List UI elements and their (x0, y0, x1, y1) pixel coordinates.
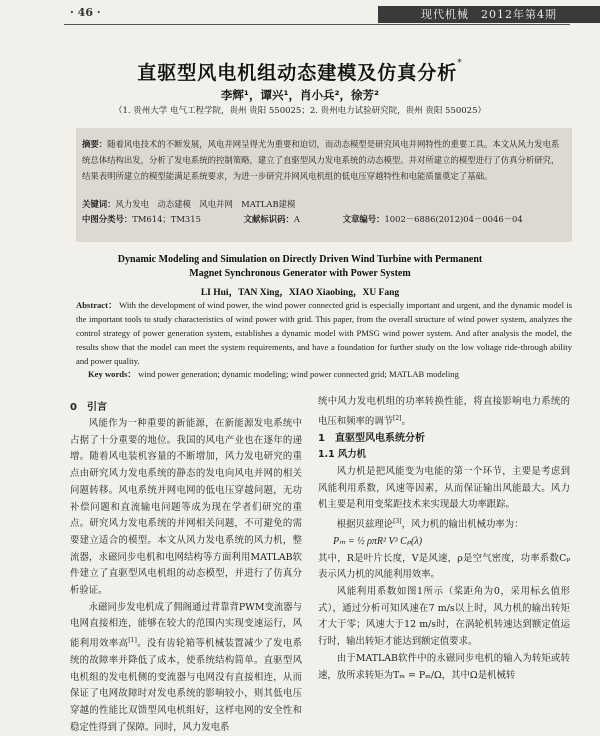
header-rule (64, 24, 570, 25)
abstract-en-label: Abstract： (76, 300, 117, 310)
page-header (0, 0, 600, 24)
paper-title-en: Dynamic Modeling and Simulation on Directly Driven Wind Turbine with Permanent Magnet Synchronous Generator with Power System (117, 254, 483, 279)
doc-code-value: A (293, 214, 300, 224)
authors-en: LI Hui，TAN Xing，XIAO Xiaobing，XU Fang (200, 288, 400, 298)
subsection-heading: 1.1 风力机 (318, 449, 366, 461)
paragraph: 风能利用系数如图1所示（桨距角为0，采用标幺值形式），通过分析可知风速在7 m/s以上时，风力机的输出转矩才大于零；风速大于12 m/s时，在涡轮机转速达到额定值运行时，输出转矩才能达到额定值要求。 (318, 585, 570, 648)
authors-cn: 李辉¹，谭兴¹，肖小兵²，徐芳² (220, 88, 380, 102)
paragraph: 永磁同步发电机成了佣阁通过背靠背PWM变流器与电网直接相连，能够在较大的范围内实现变速运行，风能利用效率高[1]。没有齿轮箱等机械装置减少了发电系统的故障率并降低了成本，使系统结构简单。直驱型风电机组的发电机侧的变流器与电网没有直接相连，从而保证了电网故障时对发电系统的影响较小，则其低电压穿越的性能比双馈型风电机组好，这样电网的安全性和稳定性得到了保障。同时，风力发电系 (70, 601, 302, 733)
classification-line: 中图分类号：TM614；TM315 文献标识码：A 文章编号：1002－6886(2012)04－0046－04 (82, 214, 523, 224)
paragraph: 由于MATLAB软件中的永磁同步电机的输入为转矩或转速，放所求转矩为Tₘ = Pₘ/Ω，其中Ω是机械转 (318, 652, 570, 681)
body-column-right (318, 394, 570, 684)
class-value: TM614；TM315 (132, 214, 201, 224)
affiliation-cn: （1. 贵州大学 电气工程学院，贵州 贵阳 550025；2. 贵州电力试验研究院，贵州 贵阳 550025） (113, 106, 487, 116)
equation-power: Pₘ = ½ ρπR² V³ Cₚ(λ) (333, 535, 423, 547)
body-column-left (70, 416, 302, 736)
abstract-text: 随着风电技术的不断发展，风电并网呈得尤为重要和迫切，而动态模型是研究风电并网特性的重要工具。本文从风力发电系统总体结构出发，分析了发电系统的控制策略，建立了直驱型风力发电系统的动态模型。并对所建立的模型进行了仿真分析研究，结果表明所建立的模型能满足系统要求，为进一步研究并网风电机组的低电压穿越特性和电能质量奠定了基础。 (82, 139, 560, 181)
abstract-cn (82, 136, 566, 184)
paragraph: 根据贝兹理论[3]，风力机的输出机械功率为： (336, 518, 524, 531)
paragraph: 风能作为一种重要的新能源，在新能源发电系统中占据了十分重要的地位。我国的风电产业也在逐年的递增。随着风电装机容量的不断增加，风力发电研究的重点由研究风力发电系统的静态的发电向风电并网的相关问题转移。风电系统并网电网的低电压穿越问题，无功补偿问题和直流输电问题等成为现在学者们研究的重点。研究风力发电系统的并网相关问题，不可避免的需要建立适合的模型。本文从风力发电系统的风力机，整流器，永磁同步电机和电网结构等方面利用MATLAB软件建立了直驱型风电机组的动态模型，并进行了仿真分析验证。 (70, 418, 302, 597)
journal-banner: 现代机械 2012年第4期 (378, 6, 600, 23)
paper-title-cn: 直驱型风电机组动态建模及仿真分析* (137, 58, 463, 84)
abstract-en (76, 298, 572, 368)
paragraph: 风力机是把风能变为电能的第一个环节，主要是考虑到风能利用系数，风速等因素，从而保证输出风能最大。风力机主要是利用变桨距技术来实现最大功率跟踪。 (318, 465, 570, 511)
article-number: 1002－6886(2012)04－0046－04 (384, 214, 523, 224)
section-intro-heading: 0 引言 (70, 402, 107, 413)
paragraph: 统中风力发电机组的功率转换性能，将直接影响电力系统的电压和频率的调节[2]。 (318, 396, 570, 427)
keywords-en: Key words： wind power generation; dynamic modeling; wind power connected grid; MATLAB modeling (88, 369, 459, 379)
paragraph: 其中，R是叶片长度，V是风速，ρ是空气密度，功率系数Cₚ表示风力机的风能利用效率。 (318, 552, 570, 581)
page-number: · 46 · (70, 6, 101, 19)
abstract-label: 摘要： (82, 139, 108, 149)
section-heading: 1 直驱型风电系统分析 (318, 432, 425, 444)
abstract-en-text: With the development of wind power, the wind power connected grid is especially important and urgent, and the dynamic model is the important tools to study characteristics of wind power with grid. This paper, from the overall structure of wind power system, analyzes the control strategy of power generation system, establishes a dynamic model with PMSG wind power system. And after analysis the model, the results show that the model can meet the system requirements, and have a foundation for further study on the low voltage ride-through ability and power quality. (76, 300, 572, 366)
keywords-cn: 关键词：风力发电 动态建模 风电并网 MATLAB建模 (82, 199, 296, 209)
